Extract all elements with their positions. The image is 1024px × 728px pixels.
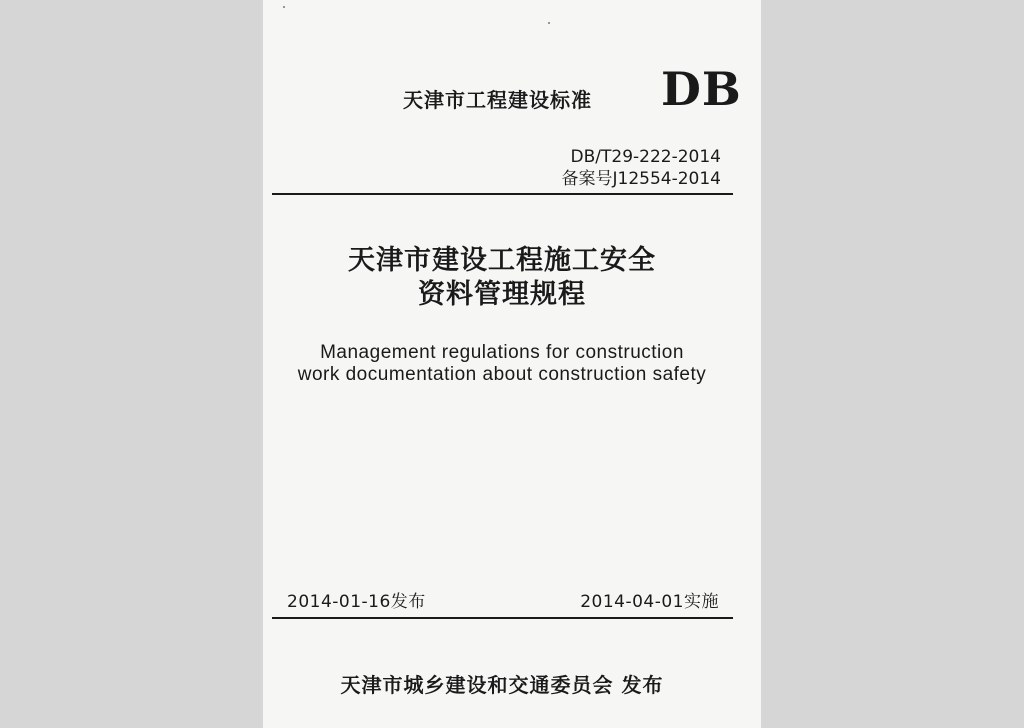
filing-number: 备案号J12554-2014 bbox=[561, 169, 721, 189]
bottom-divider bbox=[272, 617, 733, 619]
title-cn-line1: 天津市建设工程施工安全 bbox=[348, 245, 656, 276]
document-page bbox=[263, 0, 761, 728]
standard-category: 天津市工程建设标准 bbox=[403, 88, 592, 112]
db-mark: DB bbox=[661, 62, 742, 116]
publisher: 天津市城乡建设和交通委员会 发布 bbox=[340, 673, 664, 697]
title-en-line2: work documentation about construction safety bbox=[297, 364, 707, 385]
title-en-line1: Management regulations for construction bbox=[320, 342, 684, 363]
issue-date: 2014-01-16发布 bbox=[287, 592, 426, 612]
scan-speck bbox=[283, 6, 285, 8]
title-cn-line2: 资料管理规程 bbox=[418, 279, 586, 310]
top-divider bbox=[272, 193, 733, 195]
scan-speck bbox=[548, 22, 550, 24]
effective-date: 2014-04-01实施 bbox=[580, 592, 719, 612]
standard-number: DB/T29-222-2014 bbox=[570, 147, 721, 167]
